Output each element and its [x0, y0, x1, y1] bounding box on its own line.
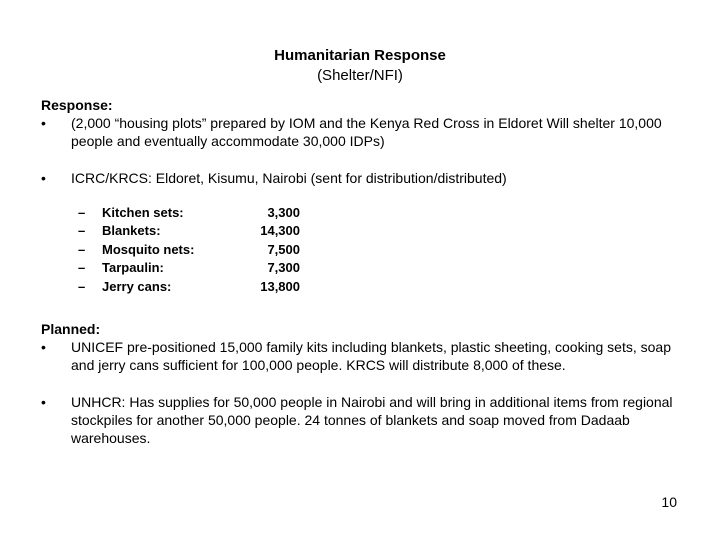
item-value: 7,500	[267, 241, 300, 257]
response-bullet-1	[41, 114, 691, 150]
slide-title	[0, 46, 720, 86]
bullet-text: (2,000 “housing plots” prepared by IOM and the Kenya Red Cross in Eldoret Will shelter 10,000 people and eventually accommodate 30,000 IDPs)	[71, 115, 662, 149]
response-heading: Response:	[41, 97, 113, 113]
item-label: Kitchen sets:	[102, 205, 184, 220]
item-label: Jerry cans:	[102, 278, 172, 294]
item-value: 14,300	[260, 223, 300, 239]
item-label: Mosquito nets:	[102, 241, 195, 257]
bullet-icon: •	[41, 394, 46, 410]
bullet-icon: •	[41, 115, 46, 131]
dash-icon: –	[78, 205, 86, 220]
page-number: 10	[661, 494, 677, 510]
item-value: 7,300	[267, 260, 300, 276]
bullet-text: ICRC/KRCS: Eldoret, Kisumu, Nairobi (sent for distribution/distributed)	[71, 170, 507, 186]
title-line-1: Humanitarian Response	[274, 47, 446, 64]
planned-heading: Planned:	[41, 321, 101, 337]
bullet-text: UNICEF pre-positioned 15,000 family kits including blankets, plastic sheeting, cooking sets, soap and jerry cans sufficient for 100,000 people. KRCS will distribute 8,000 of these.	[71, 339, 671, 373]
dash-icon: –	[78, 278, 86, 294]
dash-icon: –	[78, 223, 86, 239]
title-line-2: (Shelter/NFI)	[317, 67, 403, 84]
item-value: 3,300	[267, 205, 300, 220]
planned-bullet-1	[41, 338, 691, 374]
planned-section	[41, 320, 691, 447]
item-label: Blankets:	[102, 223, 161, 239]
item-label: Tarpaulin:	[102, 260, 164, 276]
item-value: 13,800	[260, 278, 300, 294]
bullet-icon: •	[41, 339, 46, 355]
dash-icon: –	[78, 260, 86, 276]
bullet-text: UNHCR: Has supplies for 50,000 people in Nairobi and will bring in additional items from regional stockpiles for another 50,000 people. 24 tonnes of blankets and soap moved from Dadaab warehouses.	[71, 394, 673, 446]
bullet-icon: •	[41, 170, 46, 186]
response-section	[41, 96, 691, 187]
dash-icon: –	[78, 241, 86, 257]
response-bullet-2	[41, 169, 691, 187]
planned-bullet-2	[41, 393, 691, 447]
